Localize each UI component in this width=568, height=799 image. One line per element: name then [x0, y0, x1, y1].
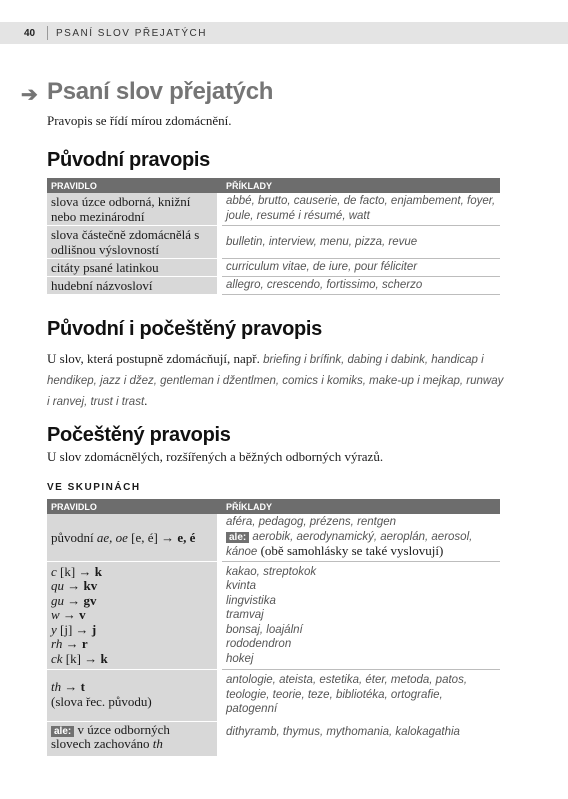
rule-cell: slova úzce odborná, knižní nebo mezinárodní: [47, 193, 222, 226]
examples-cell: bulletin, interview, menu, pizza, revue: [222, 226, 500, 259]
rule-cell: ale: v úzce odborných slovech zachováno th: [47, 722, 222, 757]
table-row: [47, 670, 500, 722]
examples-cell: kakao, streptokok kvinta lingvistika tramvaj bonsaj, loajální rododendron hokej: [222, 562, 500, 671]
examples-cell: curriculum vitae, de iure, pour féliciter: [222, 259, 500, 277]
running-title: PSANÍ SLOV PŘEJATÝCH: [56, 28, 207, 39]
table-row: [47, 226, 500, 259]
both-spelling-paragraph: [47, 349, 505, 412]
czech-spelling-table: [47, 499, 500, 757]
table-row: [47, 277, 500, 295]
page-title: Psaní slov přejatých: [47, 78, 274, 105]
paragraph-examples: briefing i brífink, dabing i dabink, handicap i hendikep, jazz i džez, gentleman i džentlmen, comics i komiks, make-up i mejkap, runway i ranvej, trust i trast: [47, 354, 504, 408]
section-heading-czech: Počeštěný pravopis: [47, 424, 231, 446]
subheading-groups: VE SKUPINÁCH: [47, 482, 141, 493]
table-row: [47, 722, 500, 757]
original-spelling-table: [47, 178, 500, 295]
rule-cell: původní ae, oe [e, é] → e, é: [47, 514, 222, 562]
rule-cell: hudební názvosloví: [47, 277, 222, 295]
rule-cell: slova částečně zdomácnělá s odlišnou výslovností: [47, 226, 222, 259]
ale-badge: ale:: [51, 726, 74, 737]
paragraph-end: .: [144, 393, 148, 408]
column-header-examples: PŘÍKLADY: [222, 178, 500, 193]
table-row: [47, 562, 500, 671]
column-header-rule: PRAVIDLO: [47, 178, 222, 193]
rule-cell: citáty psané latinkou: [47, 259, 222, 277]
rule-cell: c [k] → k qu → kv gu → gv w → v y [j] → j rh → r ck [k] → k: [47, 562, 222, 671]
table-row: [47, 259, 500, 277]
examples-cell: antologie, ateista, estetika, éter, metoda, patos, teologie, teorie, teze, bibliotéka, ortografie, patogenní: [222, 670, 500, 722]
section-heading-original: Původní pravopis: [47, 149, 211, 171]
examples-cell: dithyramb, thymus, mythomania, kalokagathia: [222, 722, 500, 757]
czech-spelling-lead: U slov zdomácnělých, rozšířených a běžných odborných výrazů.: [47, 449, 384, 464]
table-row: [47, 193, 500, 226]
examples-cell: allegro, crescendo, fortissimo, scherzo: [222, 277, 500, 295]
rule-cell: th → t (slova řec. původu): [47, 670, 222, 722]
running-header: [0, 22, 568, 44]
column-header-rule: PRAVIDLO: [47, 499, 222, 514]
page-number: 40: [24, 28, 36, 39]
table-row: [47, 514, 500, 562]
section-heading-both: Původní i počeštěný pravopis: [47, 318, 322, 340]
column-header-examples: PŘÍKLADY: [222, 499, 500, 514]
intro-text: Pravopis se řídí mírou zdomácnění.: [47, 113, 232, 128]
examples-cell: abbé, brutto, causerie, de facto, enjambement, foyer, joule, resumé i résumé, watt: [222, 193, 500, 226]
paragraph-lead: U slov, která postupně zdomácňují, např.: [47, 351, 264, 366]
examples-cell: aféra, pedagog, prézens, rentgen ale: aerobik, aerodynamický, aeroplán, aerosol, kánoe (obě samohlásky se také vyslovují): [222, 514, 500, 562]
arrow-right-icon: ➔: [21, 84, 38, 106]
ale-badge: ale:: [226, 532, 249, 543]
header-divider: [47, 26, 48, 40]
